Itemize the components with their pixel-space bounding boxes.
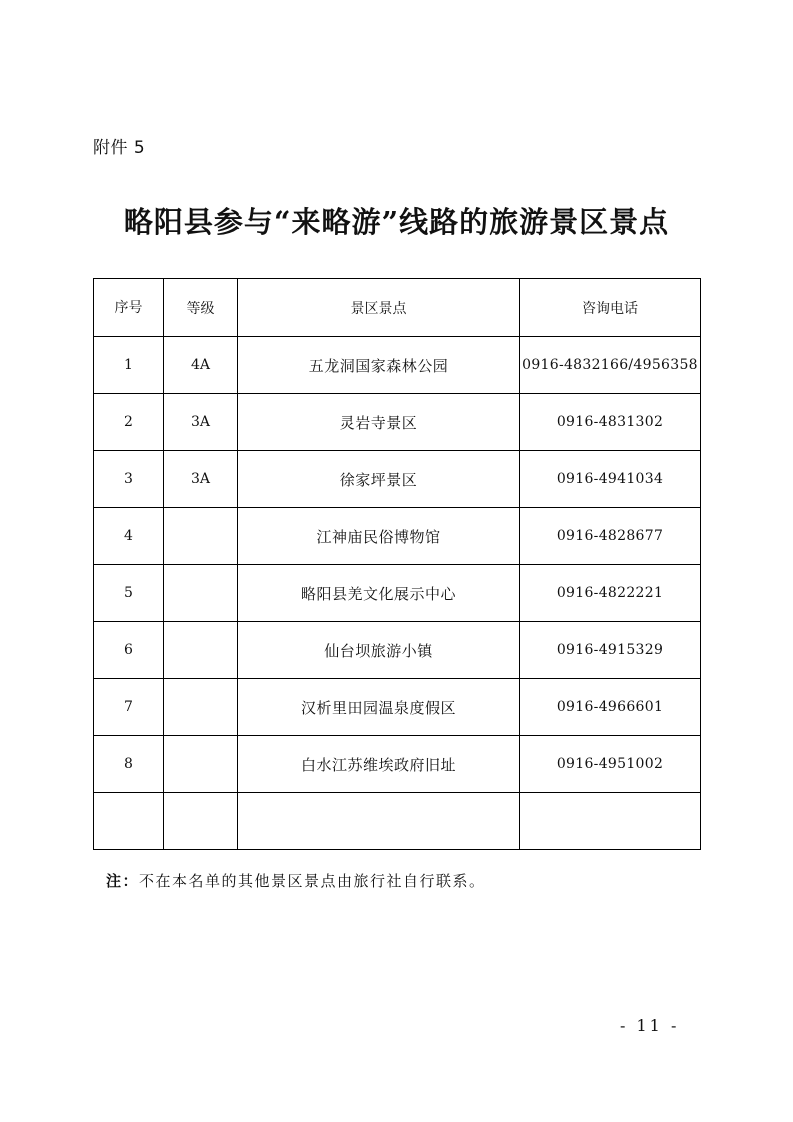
cell-grade: 3A [164, 451, 238, 508]
cell-phone: 0916-4915329 [520, 622, 701, 679]
cell-grade [164, 508, 238, 565]
cell-spot: 徐家坪景区 [238, 451, 520, 508]
cell-phone: 0916-4966601 [520, 679, 701, 736]
cell-spot: 仙台坝旅游小镇 [238, 622, 520, 679]
cell-phone: 0916-4822221 [520, 565, 701, 622]
cell-grade: 3A [164, 394, 238, 451]
table-row [94, 622, 701, 679]
header-spot: 景区景点 [238, 279, 520, 337]
table-row [94, 508, 701, 565]
table-row [94, 736, 701, 793]
cell-seq: 1 [94, 337, 164, 394]
table-row [94, 451, 701, 508]
cell-seq: 2 [94, 394, 164, 451]
cell-spot [238, 793, 520, 850]
cell-grade [164, 622, 238, 679]
table-header-row [94, 279, 701, 337]
cell-grade [164, 679, 238, 736]
table-row [94, 337, 701, 394]
cell-seq: 5 [94, 565, 164, 622]
page-number: - 11 - [620, 1016, 680, 1035]
cell-spot: 灵岩寺景区 [238, 394, 520, 451]
cell-seq [94, 793, 164, 850]
cell-spot: 江神庙民俗博物馆 [238, 508, 520, 565]
footnote-text: 不在本名单的其他景区景点由旅行社自行联系。 [139, 872, 486, 890]
attachment-label: 附件 5 [93, 138, 146, 158]
cell-phone: 0916-4941034 [520, 451, 701, 508]
table-row [94, 394, 701, 451]
cell-seq: 3 [94, 451, 164, 508]
cell-seq: 8 [94, 736, 164, 793]
document-title: 略阳县参与“来略游”线路的旅游景区景点 [123, 205, 670, 239]
header-grade: 等级 [164, 279, 238, 337]
cell-spot: 略阳县羌文化展示中心 [238, 565, 520, 622]
cell-grade [164, 736, 238, 793]
footnote [106, 870, 486, 891]
footnote-label: 注： [106, 872, 140, 890]
cell-spot: 白水江苏维埃政府旧址 [238, 736, 520, 793]
cell-spot: 五龙洞国家森林公园 [238, 337, 520, 394]
header-phone: 咨询电话 [520, 279, 701, 337]
table-row [94, 679, 701, 736]
table-row-empty [94, 793, 701, 850]
cell-phone: 0916-4828677 [520, 508, 701, 565]
cell-grade: 4A [164, 337, 238, 394]
cell-seq: 6 [94, 622, 164, 679]
cell-spot: 汉析里田园温泉度假区 [238, 679, 520, 736]
cell-phone [520, 793, 701, 850]
scenic-spots-table [93, 278, 701, 850]
cell-seq: 4 [94, 508, 164, 565]
header-seq: 序号 [94, 279, 164, 337]
cell-seq: 7 [94, 679, 164, 736]
cell-grade [164, 565, 238, 622]
cell-phone: 0916-4831302 [520, 394, 701, 451]
cell-phone: 0916-4951002 [520, 736, 701, 793]
table-row [94, 565, 701, 622]
cell-phone: 0916-4832166/4956358 [520, 337, 701, 394]
cell-grade [164, 793, 238, 850]
